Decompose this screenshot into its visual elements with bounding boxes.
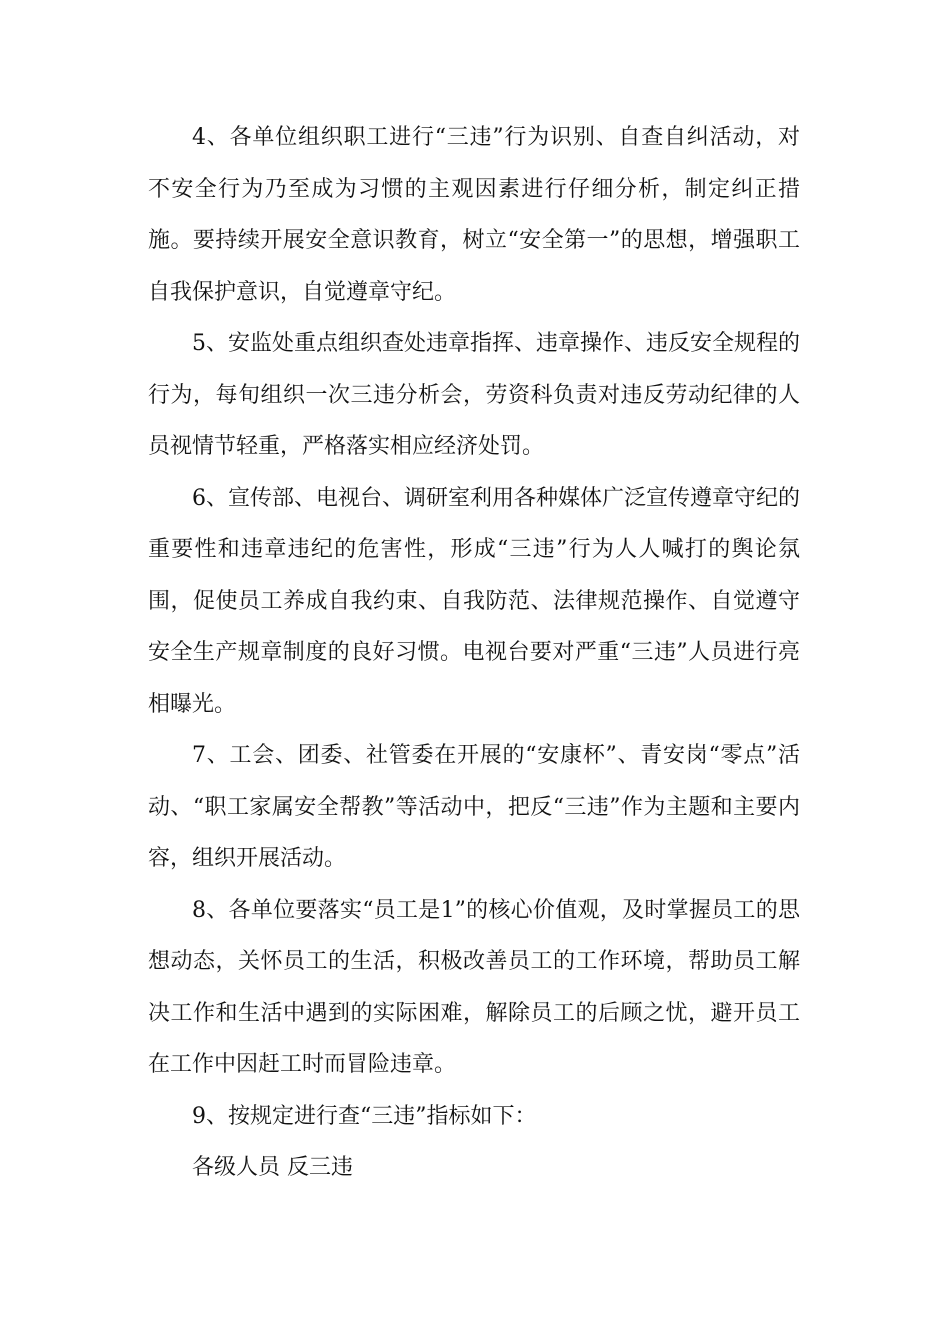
- paragraph-item-5: 5、安监处重点组织查处违章指挥、违章操作、违反安全规程的行为，每旬组织一次三违分析会，劳资科负责对违反劳动纪律的人员视情节轻重，严格落实相应经济处罚。: [148, 331, 800, 459]
- paragraph-item-7: 7、工会、团委、社管委在开展的“安康杯”、青安岗“零点”活动、“职工家属安全帮教”等活动中，把反“三违”作为主题和主要内容，组织开展活动。: [148, 743, 800, 871]
- paragraph-item-9: 9、按规定进行查“三违”指标如下：: [192, 1103, 537, 1129]
- paragraph-item-6: 6、宣传部、电视台、调研室利用各种媒体广泛宣传遵章守纪的重要性和违章违纪的危害性，形成“三违”行为人人喊打的舆论氛围，促使员工养成自我约束、自我防范、法律规范操作、自觉遵守安全生产规章制度的良好习惯。电视台要对严重“三违”人员进行亮相曝光。: [148, 485, 800, 717]
- paragraph-item-4: 4、各单位组织职工进行“三违”行为识别、自查自纠活动，对不安全行为乃至成为习惯的主观因素进行仔细分析，制定纠正措施。要持续开展安全意识教育，树立“安全第一”的思想，增强职工自我保护意识，自觉遵章守纪。: [148, 125, 800, 305]
- paragraph-item-8: 8、各单位要落实“员工是1”的核心价值观，及时掌握员工的思想动态，关怀员工的生活，积极改善员工的工作环境，帮助员工解决工作和生活中遇到的实际困难，解除员工的后顾之忧，避开员工在工作中因赶工时而冒险违章。: [148, 897, 800, 1077]
- paragraph-table-heading: 各级人员 反三违: [192, 1155, 353, 1180]
- document-body: [148, 112, 800, 1194]
